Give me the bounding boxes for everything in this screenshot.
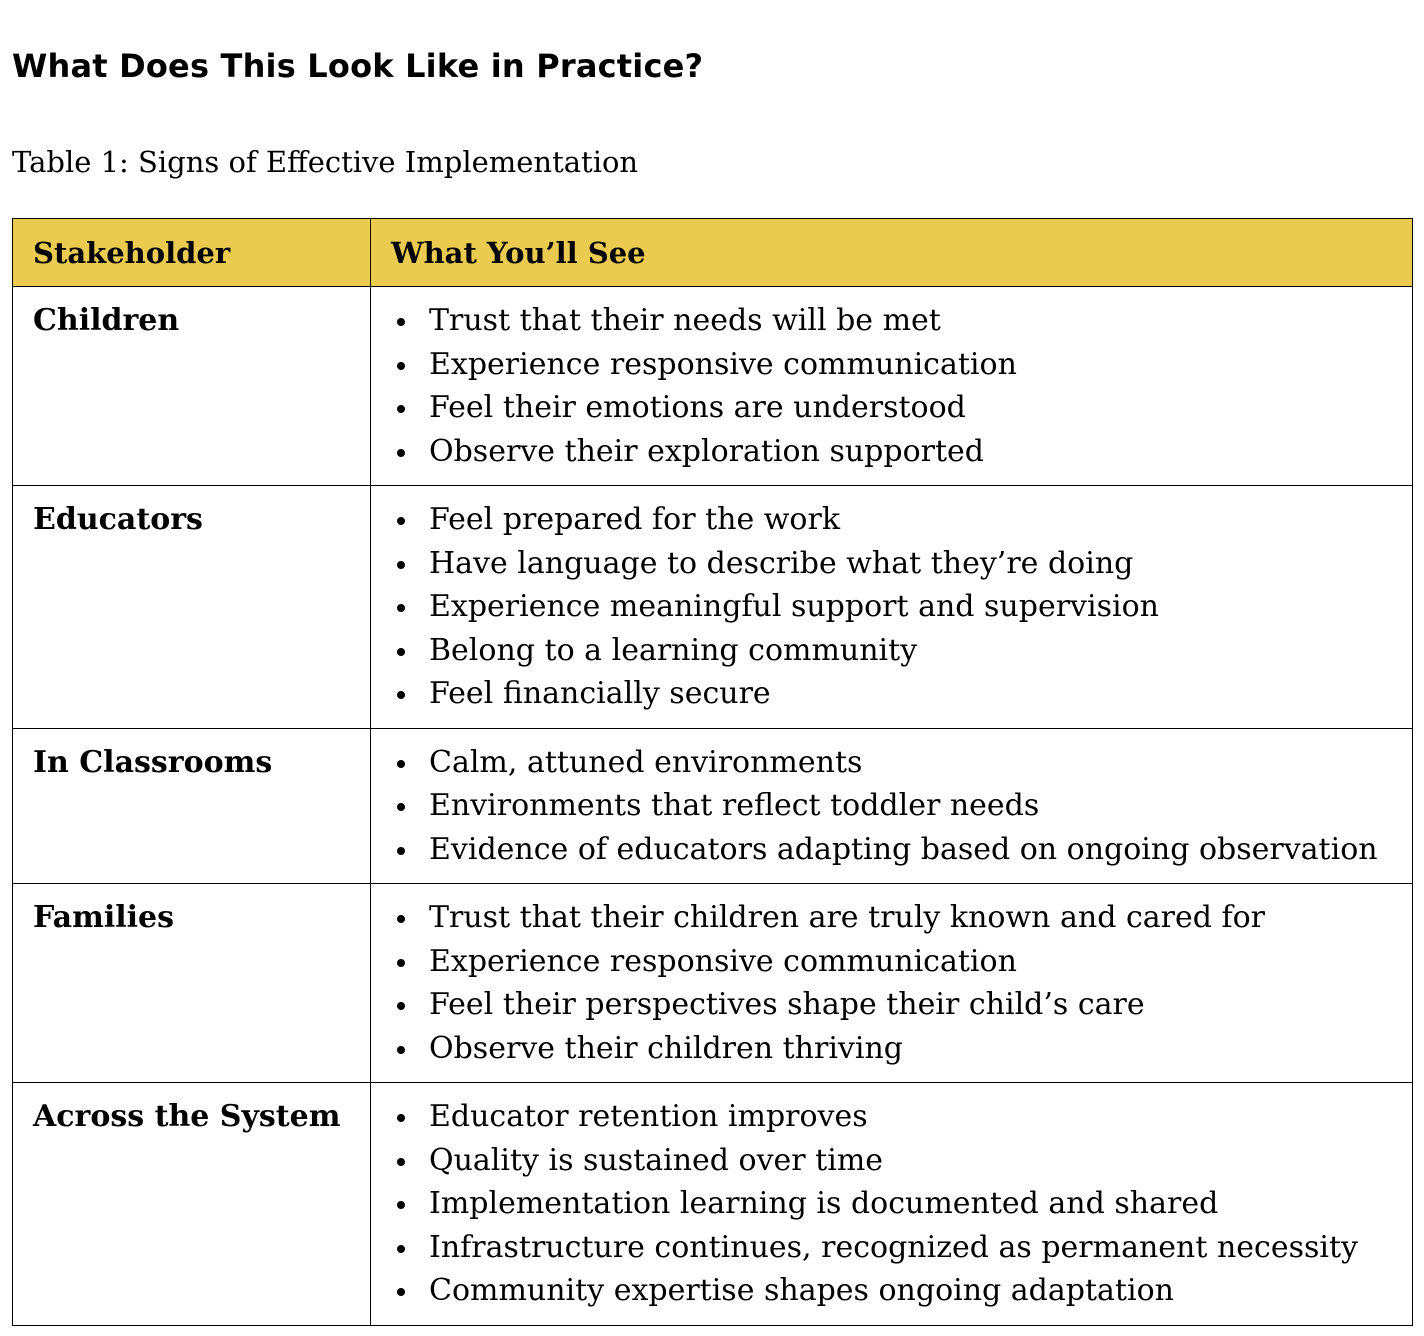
observations-cell xyxy=(371,884,1413,1083)
list-item-text: Trust that their children are truly known and cared for xyxy=(429,900,1265,935)
bullet-icon xyxy=(397,604,405,612)
observations-cell xyxy=(371,1083,1413,1326)
observation-list xyxy=(389,1095,1404,1313)
list-item-text: Observe their children thriving xyxy=(429,1030,903,1066)
list-item-text: Feel prepared for the work xyxy=(429,502,841,537)
bullet-icon xyxy=(397,362,405,370)
observations-cell xyxy=(371,287,1413,486)
list-item-text: Have language to describe what they’re doing xyxy=(429,545,1134,581)
bullet-icon xyxy=(397,1158,405,1166)
list-item xyxy=(389,1226,1404,1270)
stakeholder-cell: In Classrooms xyxy=(13,728,371,884)
bullet-icon xyxy=(397,760,405,768)
stakeholder-cell: Families xyxy=(13,884,371,1083)
bullet-icon xyxy=(397,405,405,413)
table-row-educators xyxy=(13,486,1413,729)
list-item xyxy=(389,386,1404,430)
bullet-icon xyxy=(397,1245,405,1253)
list-item xyxy=(389,1139,1404,1183)
header-stakeholder: Stakeholder xyxy=(13,219,371,287)
list-item xyxy=(389,983,1404,1027)
list-item xyxy=(389,542,1404,586)
list-item xyxy=(389,1095,1404,1139)
bullet-icon xyxy=(397,561,405,569)
bullet-icon xyxy=(397,803,405,811)
observation-list xyxy=(389,741,1404,872)
list-item-text: Infrastructure continues, recognized as permanent necessity xyxy=(429,1229,1358,1265)
observations-cell xyxy=(371,728,1413,884)
table-row-across-the-system xyxy=(13,1083,1413,1326)
bullet-icon xyxy=(397,691,405,699)
bullet-icon xyxy=(397,1288,405,1296)
bullet-icon xyxy=(397,959,405,967)
observation-list xyxy=(389,299,1404,473)
bullet-icon xyxy=(397,517,405,525)
bullet-icon xyxy=(397,847,405,855)
list-item-text: Feel their perspectives shape their child’s care xyxy=(429,987,1145,1022)
section-heading: What Does This Look Like in Practice? xyxy=(12,47,704,85)
list-item-text: Feel financially secure xyxy=(429,676,771,711)
list-item-text: Belong to a learning community xyxy=(429,632,918,668)
list-item xyxy=(389,1269,1404,1313)
table-row-in-classrooms xyxy=(13,728,1413,884)
bullet-icon xyxy=(397,1114,405,1122)
list-item xyxy=(389,896,1404,940)
list-item-text: Experience responsive communication xyxy=(429,943,1017,979)
observation-list xyxy=(389,896,1404,1070)
table-body xyxy=(13,287,1413,1326)
list-item-text: Observe their exploration supported xyxy=(429,433,984,469)
list-item xyxy=(389,741,1404,785)
list-item xyxy=(389,585,1404,629)
stakeholder-cell: Children xyxy=(13,287,371,486)
list-item-text: Feel their emotions are understood xyxy=(429,390,966,425)
bullet-icon xyxy=(397,318,405,326)
list-item xyxy=(389,1182,1404,1226)
list-item-text: Environments that reflect toddler needs xyxy=(429,788,1040,823)
table-header-row xyxy=(13,219,1413,287)
list-item xyxy=(389,343,1404,387)
list-item-text: Trust that their needs will be met xyxy=(429,303,941,338)
bullet-icon xyxy=(397,1002,405,1010)
list-item-text: Experience responsive communication xyxy=(429,346,1017,382)
list-item-text: Educator retention improves xyxy=(429,1099,868,1134)
list-item xyxy=(389,828,1404,872)
table-row-children xyxy=(13,287,1413,486)
list-item xyxy=(389,498,1404,542)
bullet-icon xyxy=(397,1046,405,1054)
bullet-icon xyxy=(397,1201,405,1209)
bullet-icon xyxy=(397,449,405,457)
stakeholder-cell: Educators xyxy=(13,486,371,729)
bullet-icon xyxy=(397,915,405,923)
header-what-youll-see: What You’ll See xyxy=(371,219,1413,287)
list-item-text: Evidence of educators adapting based on ongoing observation xyxy=(429,831,1378,867)
observations-cell xyxy=(371,486,1413,729)
list-item xyxy=(389,1027,1404,1071)
table-row-families xyxy=(13,884,1413,1083)
list-item-text: Quality is sustained over time xyxy=(429,1142,884,1178)
list-item xyxy=(389,629,1404,673)
list-item-text: Calm, attuned environments xyxy=(429,744,863,780)
list-item-text: Experience meaningful support and supervision xyxy=(429,589,1159,624)
list-item xyxy=(389,940,1404,984)
bullet-icon xyxy=(397,648,405,656)
observation-list xyxy=(389,498,1404,716)
list-item xyxy=(389,672,1404,716)
list-item xyxy=(389,430,1404,474)
table-caption: Table 1: Signs of Effective Implementation xyxy=(12,145,639,179)
signs-table xyxy=(12,218,1413,1326)
list-item-text: Community expertise shapes ongoing adaptation xyxy=(429,1273,1174,1308)
list-item-text: Implementation learning is documented and shared xyxy=(429,1186,1219,1221)
stakeholder-cell: Across the System xyxy=(13,1083,371,1326)
list-item xyxy=(389,299,1404,343)
list-item xyxy=(389,784,1404,828)
